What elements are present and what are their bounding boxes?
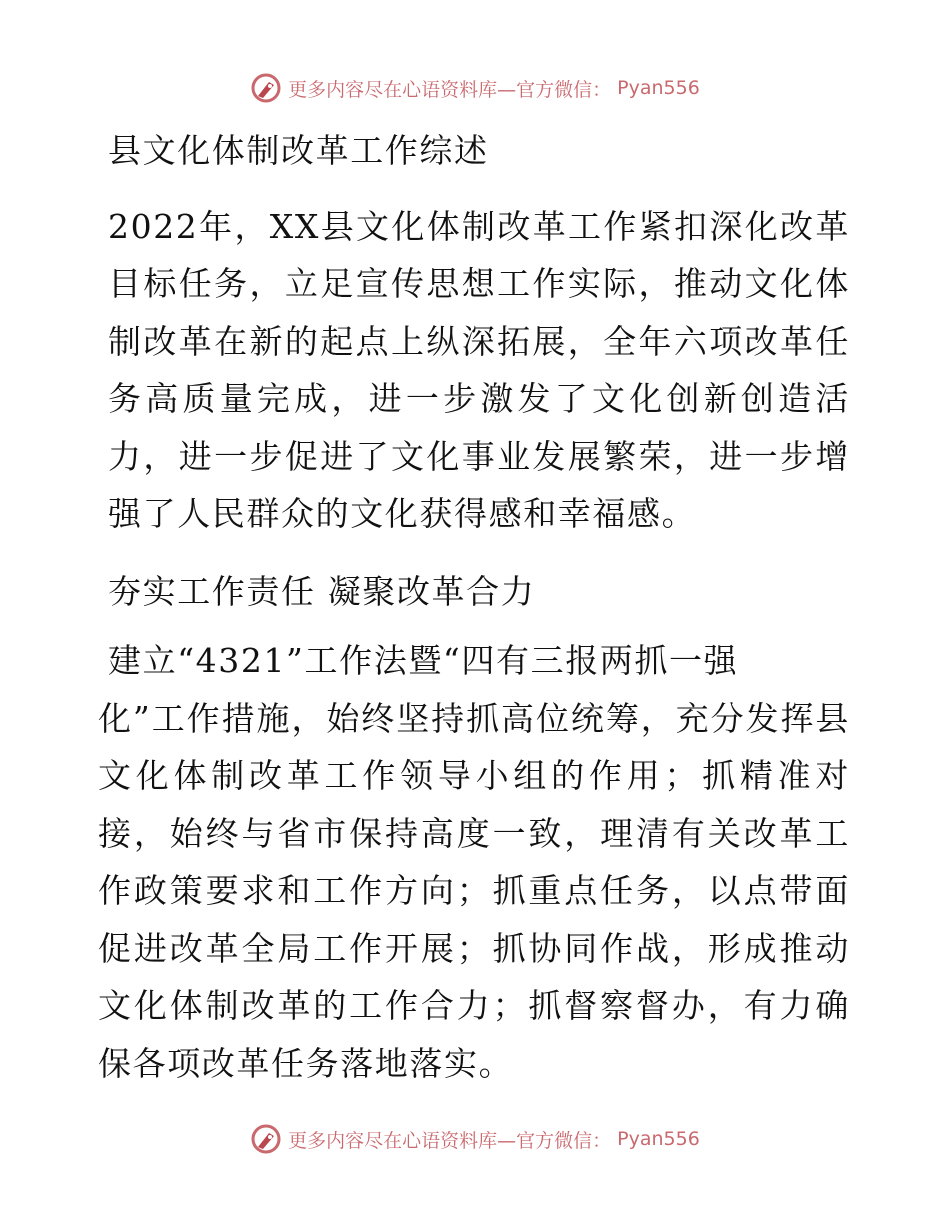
watermark-text: 更多内容尽在心语资料库—官方微信： — [288, 78, 612, 101]
intro-paragraph: 2022年，XX县文化体制改革工作紧扣深化改革目标任务，立足宣传思想工作实际，推动文化体制改革在新的起点上纵深拓展，全年六项改革任务高质量完成，进一步激发了文化创新创造活力，进一步促进了文化事业发展繁荣，进一步增强了人民群众的文化获得感和幸福感。 — [108, 206, 850, 533]
watermark-wechat-id: Pyan556 — [617, 77, 700, 99]
section-paragraph-first-line: 建立“4321”工作法暨“四有三报两抓一强 — [108, 641, 739, 680]
pen-nib-circle-icon — [250, 1123, 282, 1155]
document-title: 县文化体制改革工作综述 — [108, 131, 489, 170]
watermark-header — [0, 72, 950, 104]
section-heading: 夯实工作责任 凝聚改革合力 — [108, 571, 536, 611]
pen-nib-circle-icon — [250, 72, 282, 104]
document-body — [98, 122, 850, 1092]
section-paragraph-body: 化”工作措施，始终坚持抓高位统筹，充分发挥县文化体制改革工作领导小组的作用；抓精准对接，始终与省市保持高度一致，理清有关改革工作政策要求和工作方向；抓重点任务，以点带面促进改革全局工作开展；抓协同作战，形成推动文化体制改革的工作合力；抓督察督办，有力确保各项改革任务落地落实。 — [98, 698, 850, 1083]
watermark-wechat-id: Pyan556 — [617, 1128, 700, 1150]
watermark-text: 更多内容尽在心语资料库—官方微信： — [288, 1129, 612, 1152]
watermark-footer — [0, 1123, 950, 1155]
